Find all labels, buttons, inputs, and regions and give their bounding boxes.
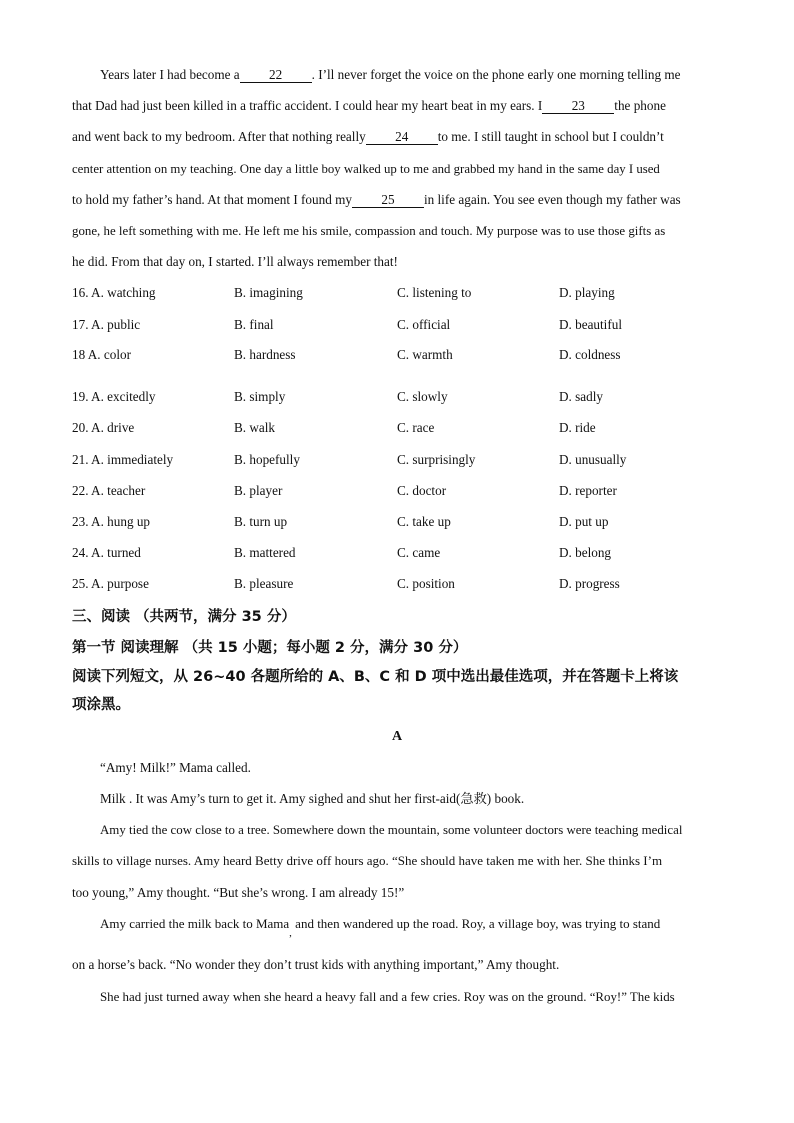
option-a: 17. A. public — [72, 317, 141, 332]
option-b: B. imagining — [234, 285, 303, 300]
option-d: D. progress — [559, 576, 620, 591]
option-c: C. position — [397, 576, 455, 591]
option-d: D. sadly — [559, 389, 603, 404]
option-c: C. listening to — [397, 285, 472, 300]
option-a: 18 A. color — [72, 347, 131, 362]
option-d: D. beautiful — [559, 317, 622, 332]
blank-24: 24 — [366, 130, 438, 145]
passage-a-p5-line-1: She had just turned away when she heard a heavy fall and a few cries. Roy was on the ground. “Roy!” The kids — [100, 990, 675, 1004]
text: the phone — [614, 98, 666, 113]
option-c: C. race — [397, 420, 435, 435]
passage-a-p3-line-1: Amy tied the cow close to a tree. Somewhere down the mountain, some volunteer doctors were teaching medical — [100, 823, 683, 837]
option-a: 19. A. excitedly — [72, 389, 156, 404]
passage-line-7: he did. From that day on, I started. I’ll always remember that! — [72, 254, 398, 269]
option-a: 16. A. watching — [72, 285, 156, 300]
text: and went back to my bedroom. After that nothing really — [72, 129, 366, 144]
text: in life again. You see even though my father was — [423, 192, 681, 207]
blank-23: 23 — [542, 99, 614, 114]
comma: , — [289, 927, 292, 939]
passage-a-p2: Milk . It was Amy’s turn to get it. Amy sighed and shut her first-aid(急救) book. — [100, 791, 525, 806]
option-c: C. slowly — [397, 389, 448, 404]
blank-25: 25 — [352, 193, 424, 208]
section-instruction-line-2: 项涂黑。 — [72, 697, 130, 713]
text: that Dad had just been killed in a traffic accident. I could hear my heart beat in my ears. I — [72, 98, 543, 113]
passage-line-2 — [72, 97, 722, 115]
text: to hold my father’s hand. At that moment I found my — [72, 192, 352, 207]
option-a: 24. A. turned — [72, 545, 141, 560]
passage-line-3 — [72, 128, 722, 146]
option-c: C. surprisingly — [397, 452, 476, 467]
option-a: 25. A. purpose — [72, 576, 149, 591]
option-d: D. coldness — [559, 347, 621, 362]
passage-a-p4-line-1 — [100, 915, 722, 939]
passage-a-p3-line-2: skills to village nurses. Amy heard Betty drive off hours ago. “She should have taken me with her. She thinks I’m — [72, 853, 663, 868]
option-b: B. pleasure — [234, 576, 294, 591]
option-c: C. warmth — [397, 347, 453, 362]
text: . I’ll never forget the voice on the phone early one morning telling me — [311, 67, 681, 82]
option-a: 20. A. drive — [72, 420, 135, 435]
option-d: D. unusually — [559, 452, 627, 467]
option-c: C. doctor — [397, 483, 447, 498]
passage-line-5 — [72, 191, 722, 209]
option-c: C. official — [397, 317, 451, 332]
option-a: 22. A. teacher — [72, 483, 146, 498]
option-b: B. final — [234, 317, 274, 332]
section-title: 三、阅读 （共两节，满分 35 分） — [72, 609, 296, 625]
section-instruction-line-1: 阅读下列短文，从 26~40 各题所给的 A、B、C 和 D 项中选出最佳选项，并在答题卡上将该 — [72, 669, 679, 685]
text: Amy carried the milk back to Mama — [100, 916, 290, 931]
passage-a-p4-line-2: on a horse’s back. “No wonder they don’t trust kids with anything important,” Amy thought. — [72, 957, 560, 972]
option-a: 21. A. immediately — [72, 452, 174, 467]
option-c: C. came — [397, 545, 441, 560]
passage-line-4: center attention on my teaching. One day a little boy walked up to me and grabbed my hand in the same day I used — [72, 162, 660, 176]
option-d: D. ride — [559, 420, 596, 435]
blank-22: 22 — [240, 68, 312, 83]
option-d: D. put up — [559, 514, 609, 529]
option-c: C. take up — [397, 514, 451, 529]
option-b: B. simply — [234, 389, 286, 404]
text: and then wandered up the road. Roy, a village boy, was trying to stand — [291, 916, 661, 931]
text: to me. I still taught in school but I couldn’t — [437, 129, 664, 144]
passage-a-p3-line-3: too young,” Amy thought. “But she’s wrong. I am already 15!” — [72, 885, 405, 900]
option-b: B. player — [234, 483, 283, 498]
text: Years later I had become a — [100, 67, 240, 82]
passage-line-6: gone, he left something with me. He left me his smile, compassion and touch. My purpose was to use those gifts as — [72, 224, 666, 238]
option-a: 23. A. hung up — [72, 514, 151, 529]
passage-label: A — [391, 729, 403, 744]
option-d: D. playing — [559, 285, 615, 300]
option-b: B. hardness — [234, 347, 296, 362]
option-b: B. walk — [234, 420, 276, 435]
option-b: B. mattered — [234, 545, 296, 560]
option-b: B. hopefully — [234, 452, 300, 467]
option-b: B. turn up — [234, 514, 288, 529]
passage-line-1 — [100, 66, 722, 84]
passage-a-p1: “Amy! Milk!” Mama called. — [100, 760, 251, 775]
option-d: D. belong — [559, 545, 612, 560]
section-subtitle: 第一节 阅读理解 （共 15 小题；每小题 2 分，满分 30 分） — [72, 640, 468, 656]
option-d: D. reporter — [559, 483, 617, 498]
